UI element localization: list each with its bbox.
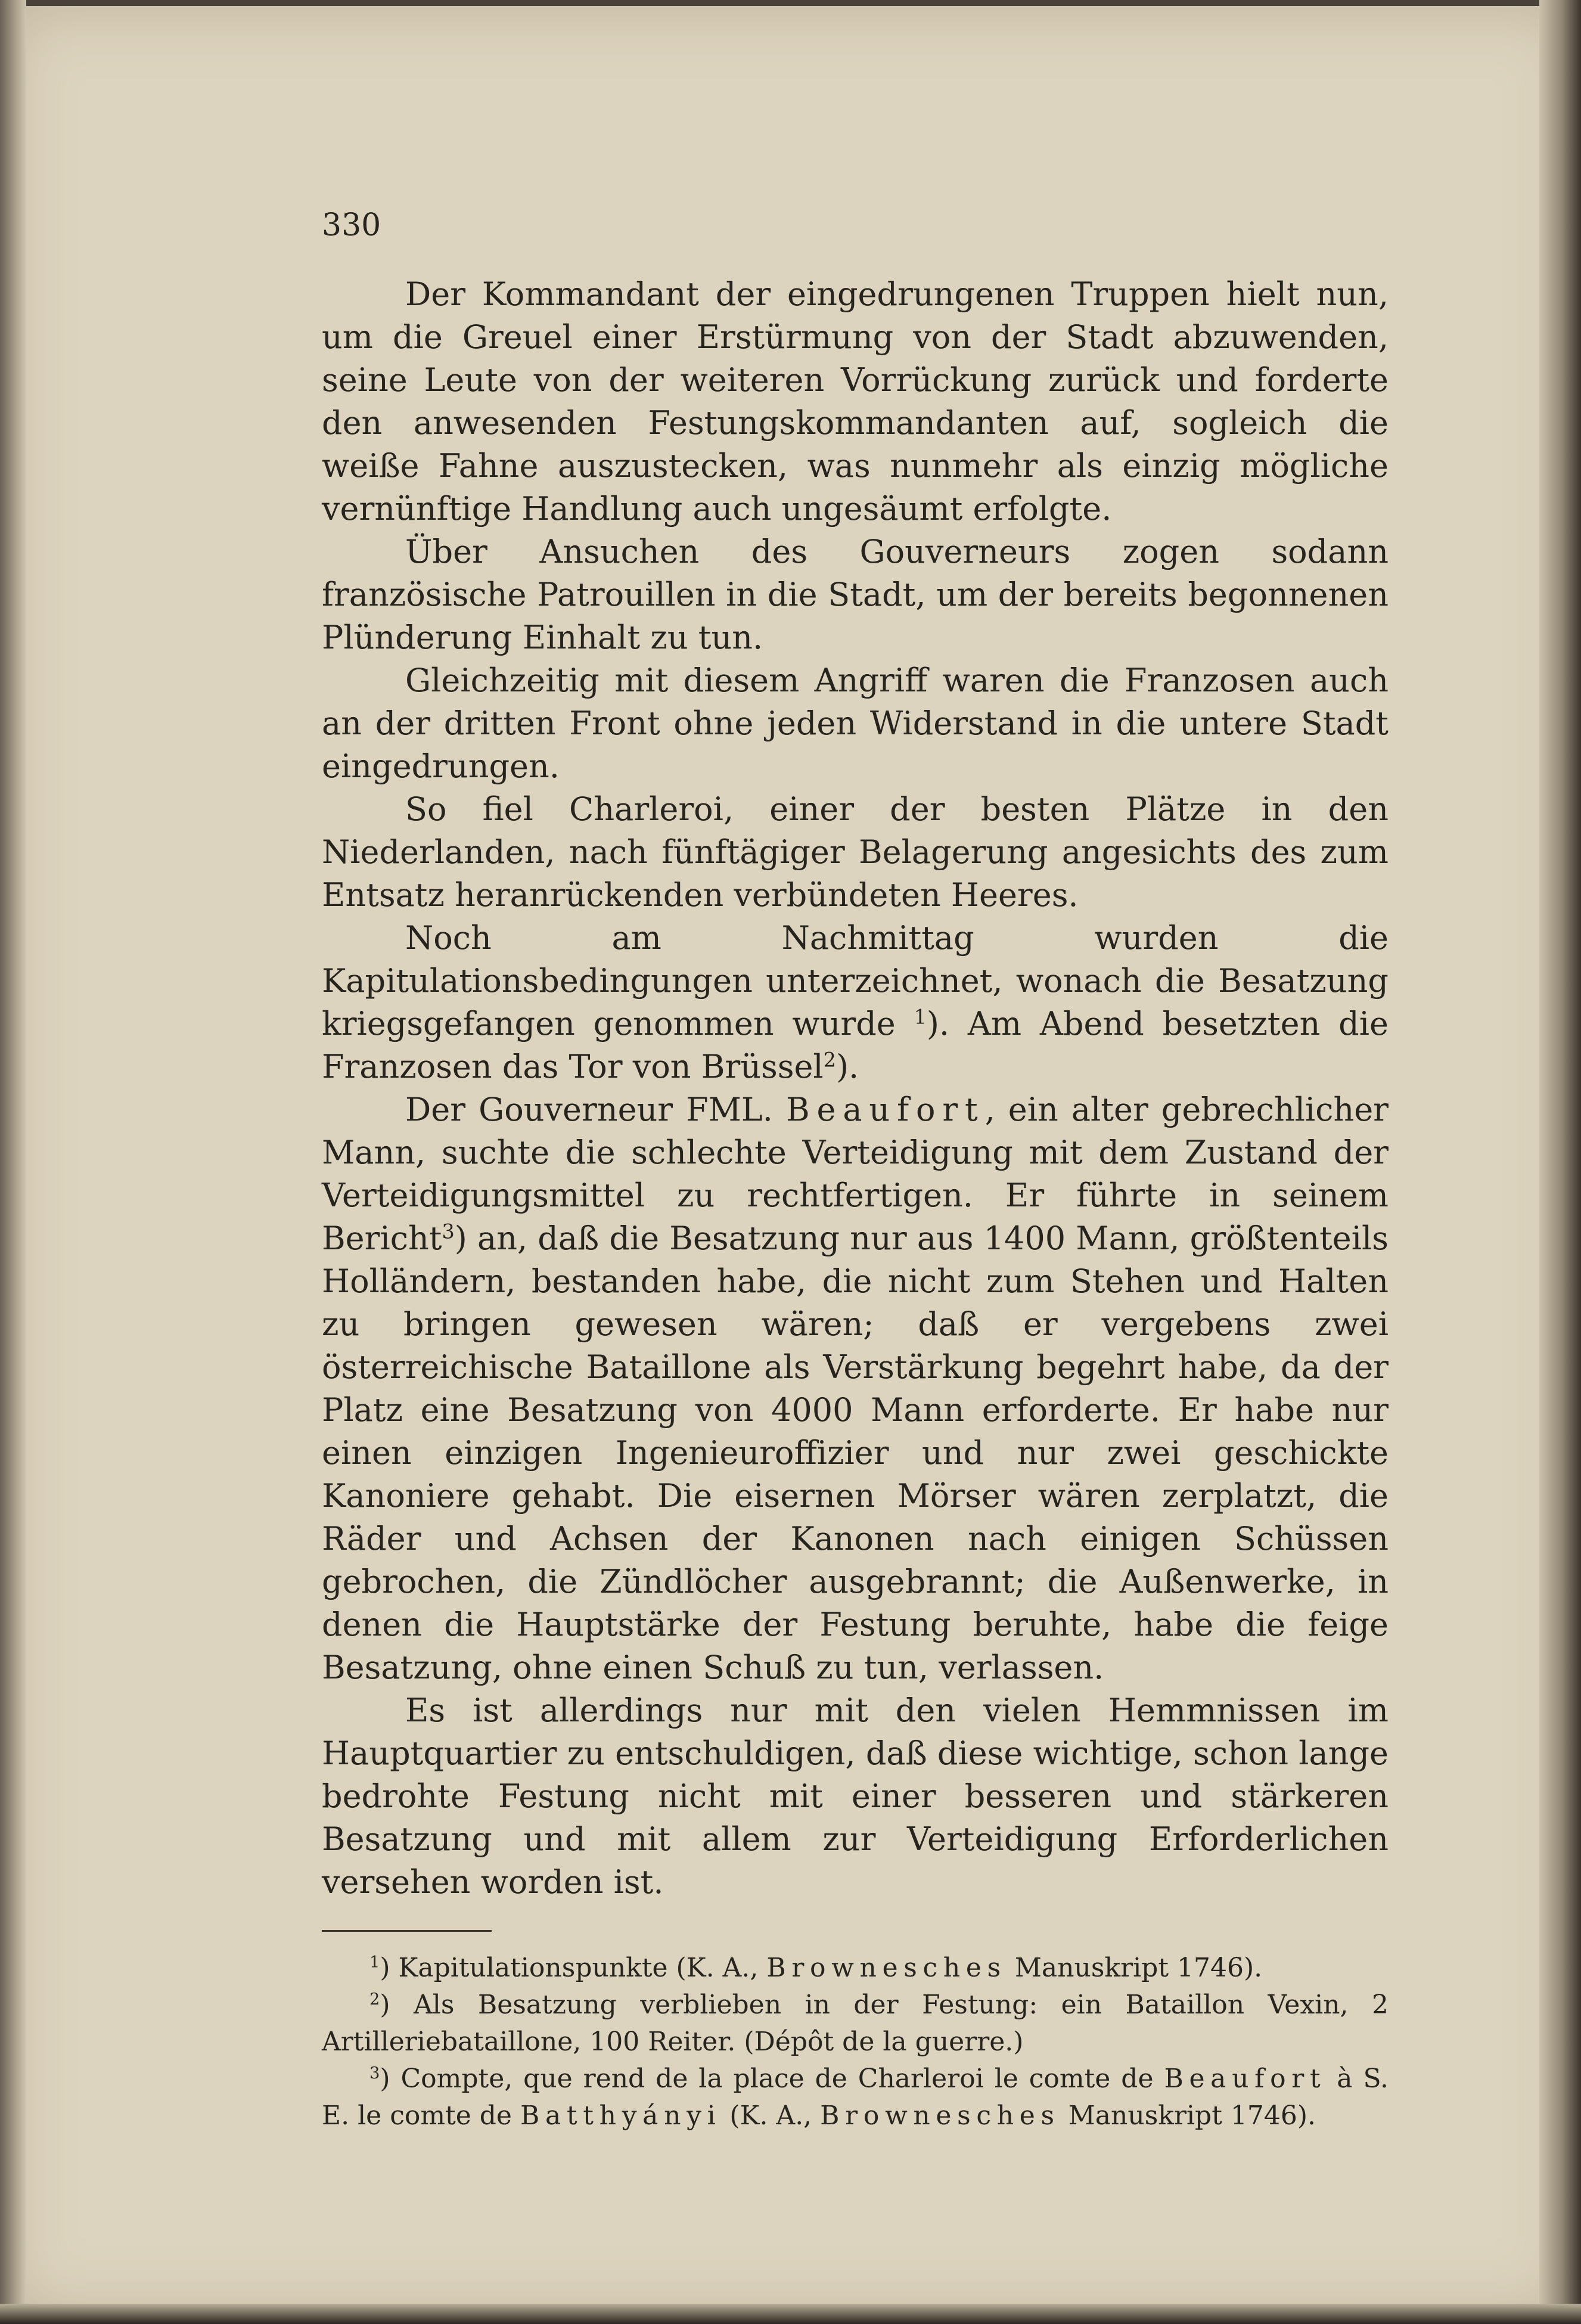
page-left-edge bbox=[0, 0, 26, 2324]
footnote-1 bbox=[322, 1950, 1389, 1987]
paragraph-5 bbox=[322, 917, 1389, 1088]
footnote-3 bbox=[322, 2061, 1389, 2134]
footnote-3-text-b: à S. E. le comte de bbox=[322, 2064, 1389, 2131]
page-top-edge bbox=[0, 0, 1581, 6]
paragraph-6-text-b: , ein alter gebrechlicher Mann, suchte die schlechte Verteidigung mit dem Zustand der Verteidigungsmittel zu rechtfertigen. Er führte in seinem Bericht bbox=[322, 1091, 1389, 1257]
footnote-ref-3: 3 bbox=[442, 1220, 455, 1243]
footnote-3-name-a: Beaufort bbox=[1164, 2064, 1327, 2094]
footnote-3-marker: 3 bbox=[369, 2064, 380, 2083]
footnote-1-marker: 1 bbox=[369, 1953, 380, 1972]
footnote-1-text-b: Manuskript 1746). bbox=[1014, 1953, 1263, 1983]
paragraph-7: Es ist allerdings nur mit den vielen Hemmnissen im Hauptquartier zu entschuldigen, daß diese wichtige, schon lange bedrohte Festung nicht mit einer besseren und stärkeren Besatzung und mit allem zur Verteidigung Erforderlichen versehen worden ist. bbox=[322, 1692, 1389, 1901]
paragraph-1: Der Kommandant der eingedrungenen Truppen hielt nun, um die Greuel einer Erstürmung von der Stadt abzuwenden, seine Leute von der weiteren Vorrückung zurück und forderte den anwesenden Festungskommandanten auf, sogleich die weiße Fahne auszustecken, was nunmehr als einzig mögliche vernünftige Handlung auch ungesäumt erfolgte. bbox=[322, 275, 1389, 528]
footnote-3-name-b: Batthyányi bbox=[520, 2100, 722, 2131]
page-number: 330 bbox=[322, 207, 381, 243]
paragraph-5-text-b: ). Am Abend besetzten die Franzosen das Tor von Brüssel bbox=[322, 1005, 1389, 1085]
page-content bbox=[322, 197, 1389, 2134]
paragraph-6 bbox=[322, 1088, 1389, 1689]
name-beaufort: Beaufort bbox=[785, 1091, 985, 1128]
paragraph-5-text-a: Noch am Nachmittag wurden die Kapitulationsbedingungen unterzeichnet, wonach die Besatzung kriegsgefangen genommen wurde bbox=[322, 919, 1389, 1042]
paragraph-6-text-c: ) an, daß die Besatzung nur aus 1400 Mann, größtenteils Holländern, bestanden habe, die nicht zum Stehen und Halten zu bringen gewesen wären; daß er vergebens zwei österreichische Bataillone als Verstärkung begehrt habe, da der Platz eine Besatzung von 4000 Mann erforderte. Er habe nur einen einzigen Ingenieuroffizier und nur zwei geschickte Kanoniere gehabt. Die eisernen Mörser wären zerplatzt, die Räder und Achsen der Kanonen nach einigen Schüssen gebrochen, die Zündlöcher ausgebrannt; die Außenwerke, in denen die Hauptstärke der Festung beruhte, habe die feige Besatzung, ohne einen Schuß zu tun, verlassen. bbox=[322, 1220, 1389, 1686]
paragraph-3: Gleichzeitig mit diesem Angriff waren die Franzosen auch an der dritten Front ohne jeden Widerstand in die untere Stadt eingedrungen. bbox=[322, 662, 1389, 785]
paragraph-4: So fiel Charleroi, einer der besten Plätze in den Niederlanden, nach fünftägiger Belagerung angesichts des zum Entsatz heranrückenden verbündeten Heeres. bbox=[322, 790, 1389, 914]
footnote-2-text: ) Als Besatzung verblieben in der Festung: ein Bataillon Vexin, 2 Artilleriebataillone, 100 Reiter. (Dépôt de la guerre.) bbox=[322, 1990, 1389, 2057]
paragraph-2: Über Ansuchen des Gouverneurs zogen sodann französische Patrouillen in die Stadt, um der bereits begonnenen Plünderung Einhalt zu tun. bbox=[322, 533, 1389, 656]
footnote-3-text-c: (K. A., bbox=[729, 2100, 812, 2131]
footnote-2-marker: 2 bbox=[369, 1990, 380, 2009]
footnote-ref-2: 2 bbox=[823, 1048, 836, 1072]
paragraph-5-text-c: ). bbox=[835, 1048, 859, 1085]
footnote-divider bbox=[322, 1930, 492, 1932]
footnote-1-name: Brownesches bbox=[766, 1953, 1007, 1983]
footnote-3-name-c: Brownesches bbox=[820, 2100, 1060, 2131]
paragraph-6-text-a: Der Gouverneur FML. bbox=[405, 1091, 773, 1128]
footnote-1-text-a: ) Kapitulationspunkte (K. A., bbox=[380, 1953, 759, 1983]
footnote-ref-1: 1 bbox=[914, 1005, 927, 1029]
footnote-3-text-d: Manuskript 1746). bbox=[1068, 2100, 1316, 2131]
page-right-edge bbox=[1539, 0, 1581, 2324]
page-bottom-edge bbox=[0, 2304, 1581, 2324]
footnote-3-text-a: ) Compte, que rend de la place de Charleroi le comte de bbox=[380, 2064, 1154, 2094]
footnote-2 bbox=[322, 1987, 1389, 2061]
